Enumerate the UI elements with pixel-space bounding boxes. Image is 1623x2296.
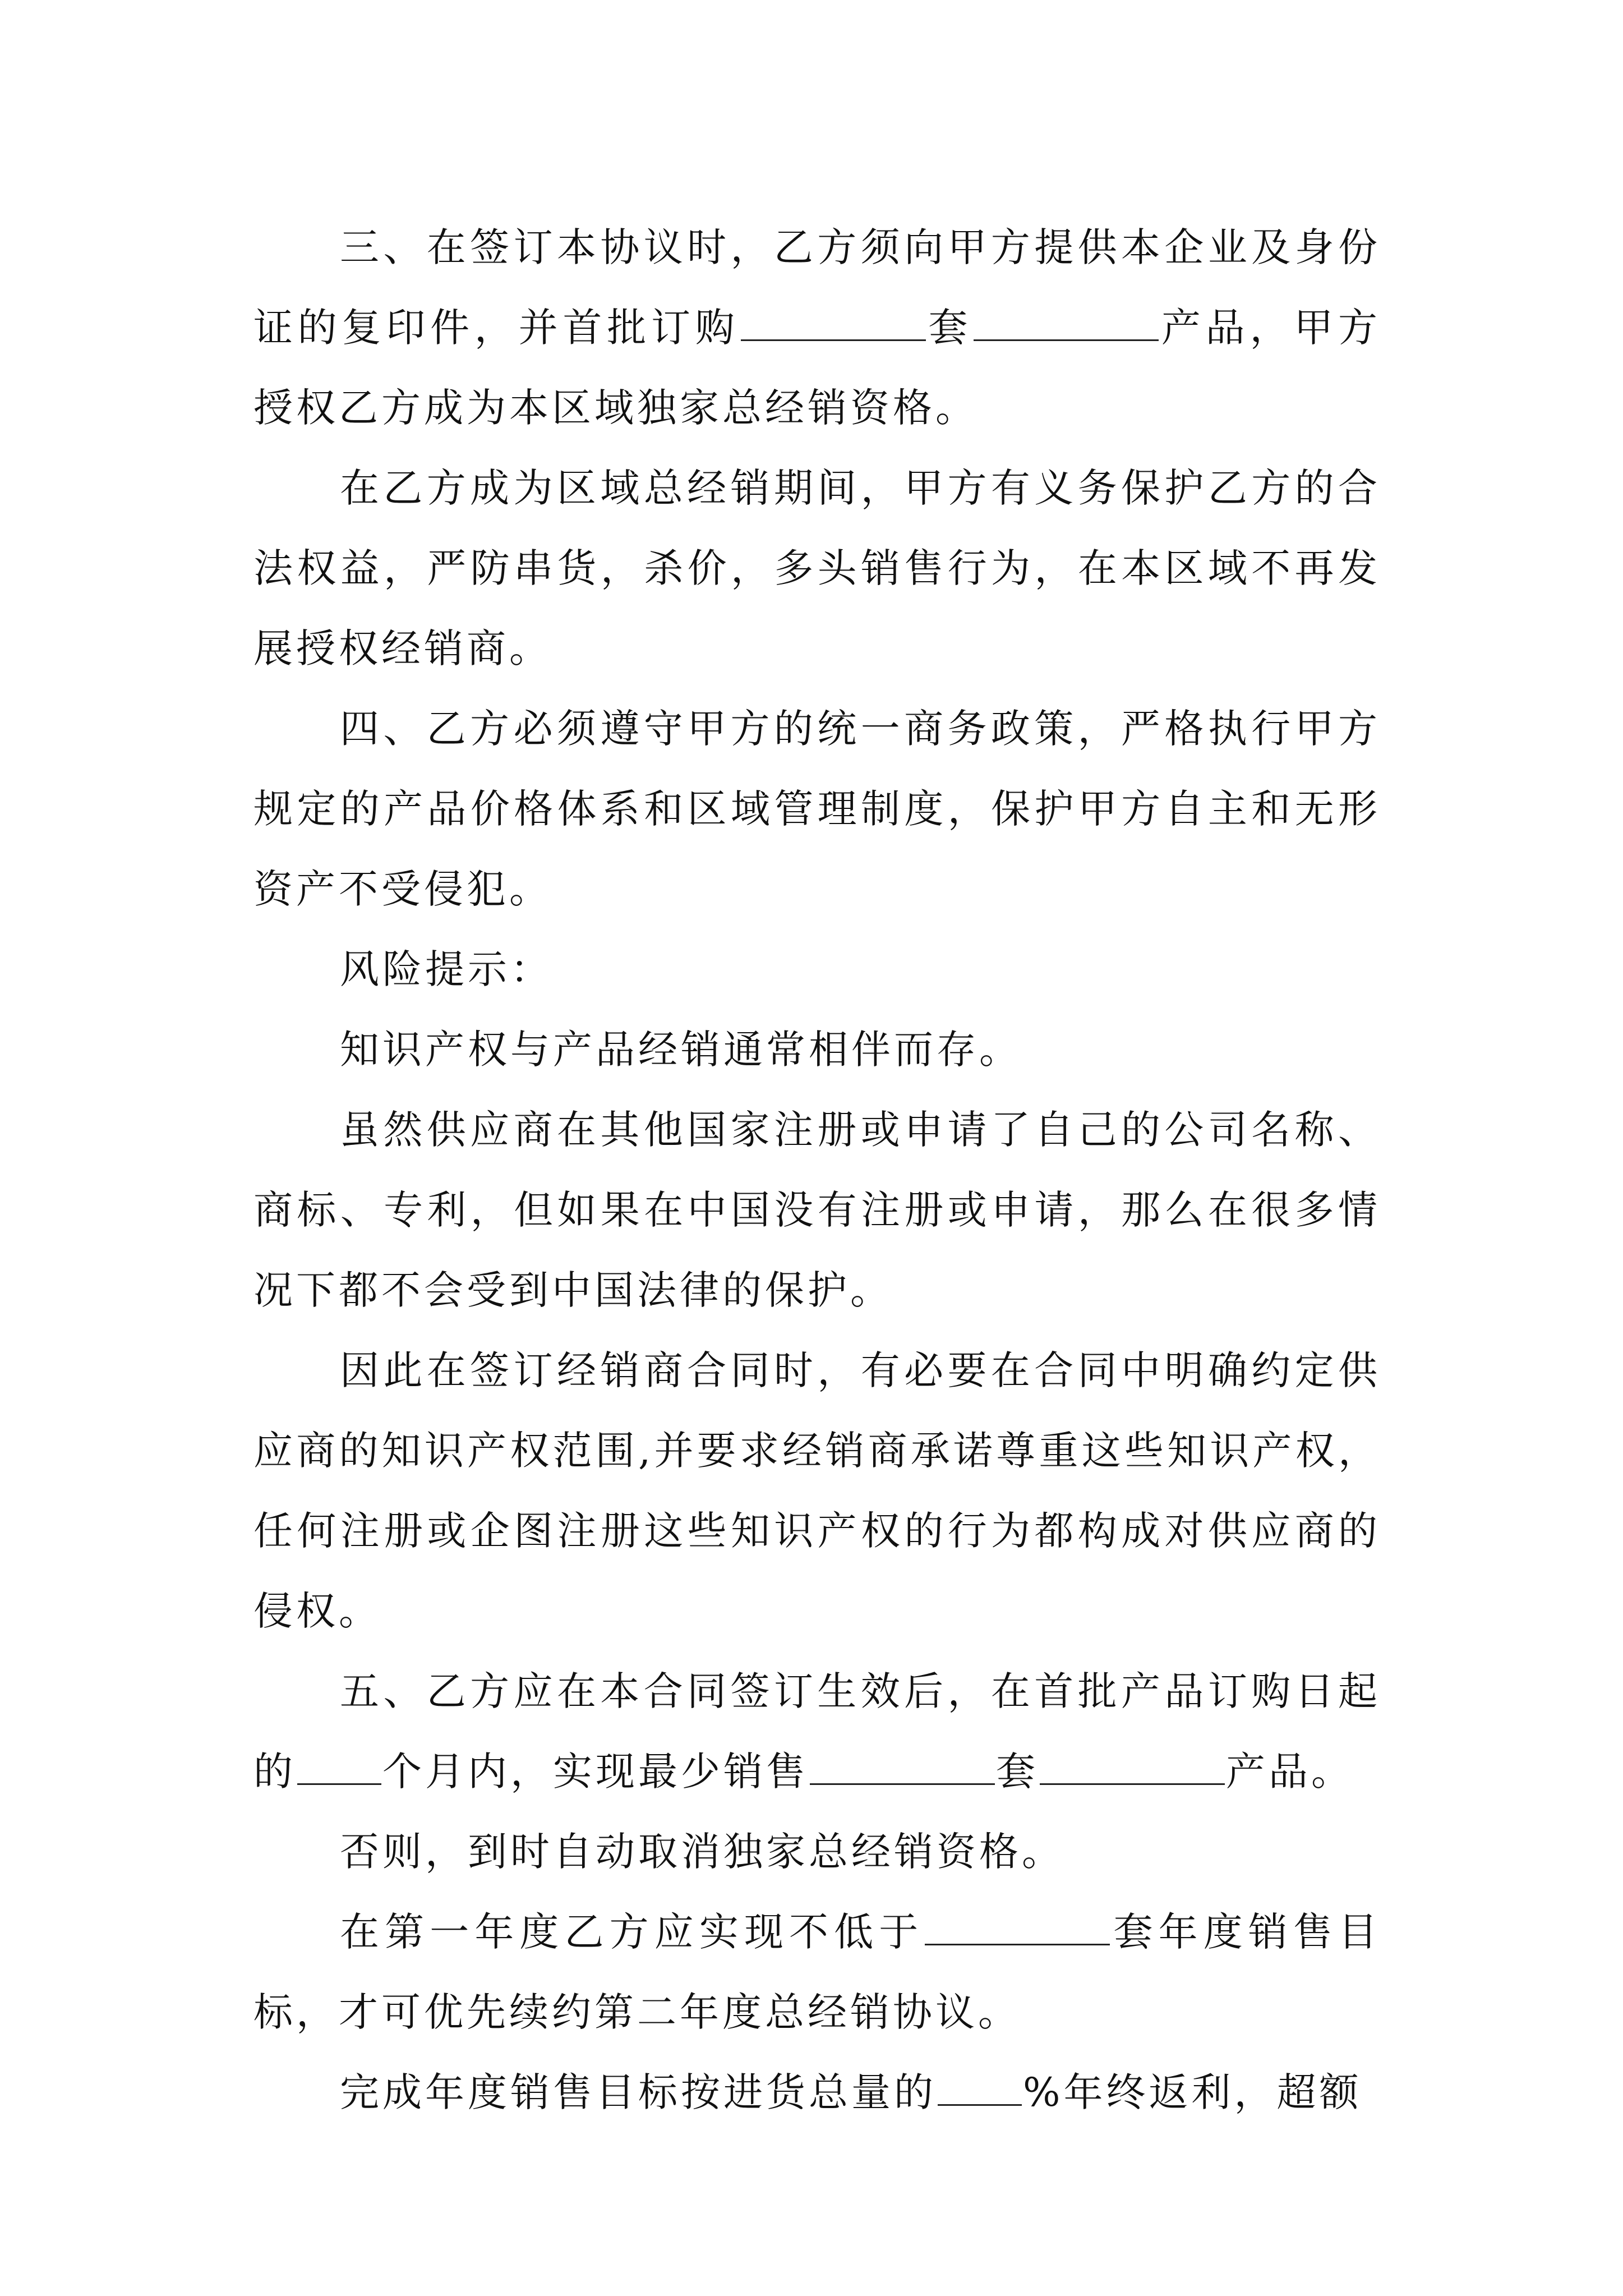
paragraph-cancel: 否则，到时自动取消独家总经销资格。	[340, 1829, 1064, 1875]
clause-three-text-a: 三、在签订本协议时，乙方须向甲方提供本企业及身份证的复印件，并首批订购	[253, 224, 1381, 351]
blank-months	[297, 1751, 381, 1785]
paragraph-annual-target	[253, 1892, 1381, 2053]
annual-target-text-b: 套年度销售目标，才可优先续约第二年度总经销协议。	[253, 1909, 1381, 2035]
paragraph-distributor-rights: 在乙方成为区域总经销期间，甲方有义务保护乙方的合法权益，严防串货，杀价，多头销售行为，在本区域不再发展授权经销商。	[253, 465, 1381, 671]
clause-three	[253, 208, 1381, 448]
blank-rebate-percent	[938, 2072, 1022, 2106]
paragraph-rebate	[253, 2053, 1381, 2133]
blank-min-sales	[810, 1751, 995, 1785]
clause-five-text-d: 产品。	[1226, 1749, 1354, 1795]
annual-target-text-a: 在第一年度乙方应实现不低于	[340, 1909, 924, 1955]
clause-five	[253, 1651, 1381, 1812]
clause-three-text-b: 套	[926, 305, 973, 351]
blank-sales-product	[1040, 1751, 1225, 1785]
clause-five-text-c: 套	[996, 1749, 1039, 1795]
clause-five-text-b: 个月内，实现最少销售	[382, 1749, 809, 1795]
paragraph-ip-intro: 知识产权与产品经销通常相伴而存。	[340, 1027, 1022, 1073]
blank-annual-target	[925, 1911, 1110, 1945]
paragraph-ip-registration: 虽然供应商在其他国家注册或申请了自己的公司名称、商标、专利，但如果在中国没有注册或申请，那么在很多情况下都不会受到中国法律的保护。	[253, 1107, 1381, 1313]
risk-heading: 风险提示：	[340, 946, 553, 992]
blank-product	[974, 307, 1159, 341]
document-body	[253, 208, 1381, 2133]
paragraph-ip-contract: 因此在签订经销商合同时，有必要在合同中明确约定供应商的知识产权范围,并要求经销商承诺尊重这些知识产权，任何注册或企图注册这些知识产权的行为都构成对供应商的侵权。	[253, 1347, 1381, 1634]
blank-quantity	[741, 307, 926, 341]
rebate-text-a: 完成年度销售目标按进货总量的	[340, 2069, 937, 2115]
rebate-text-b: %年终返利，超额	[1023, 2069, 1362, 2115]
clause-four: 四、乙方必须遵守甲方的统一商务政策，严格执行甲方规定的产品价格体系和区域管理制度，保护甲方自主和无形资产不受侵犯。	[253, 706, 1381, 912]
clause-three-text-c: 产品，甲方授权乙方成为本区域独家总经销资格。	[253, 305, 1381, 431]
clause-five-text-a: 五、乙方应在本合同签订生效后，在首批产品订购日起的	[253, 1668, 1381, 1795]
